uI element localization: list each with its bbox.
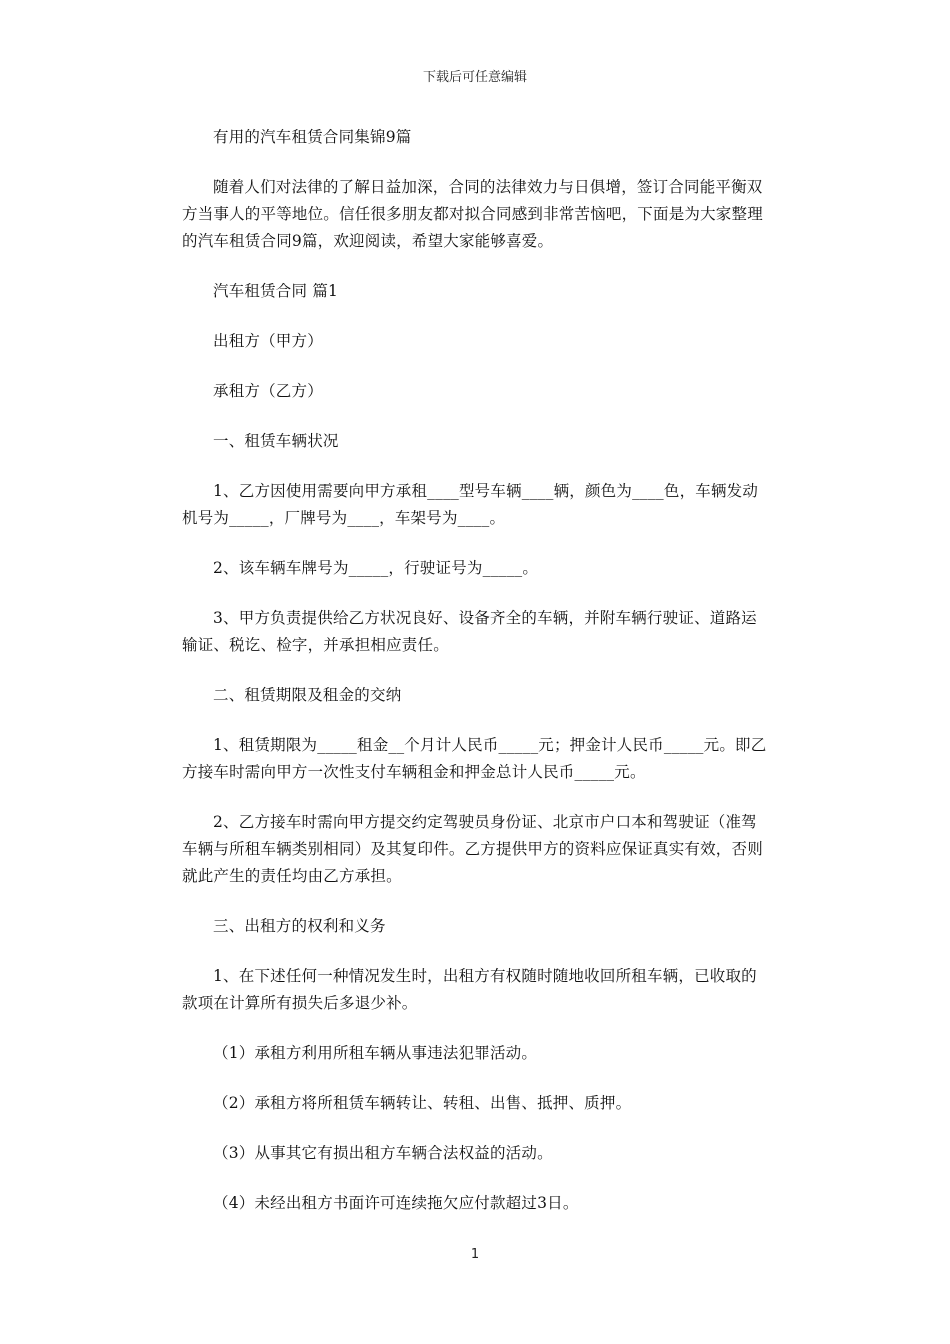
clause-3-1-item-2: （2）承租方将所租赁车辆转让、转租、出售、抵押、质押。 bbox=[213, 1094, 632, 1112]
clause-3-1: 1、在下述任何一种情况发生时，出租方有权随时随地收回所租车辆，已收取的款项在计算所有损失后多退少补。 bbox=[182, 967, 757, 1012]
clause-1-2: 2、该车辆车牌号为_____，行驶证号为_____。 bbox=[213, 559, 539, 577]
clause-1-3: 3、甲方负责提供给乙方状况良好、设备齐全的车辆，并附车辆行驶证、道路运输证、税讫、检字，并承担相应责任。 bbox=[182, 609, 757, 654]
lessee-line: 承租方（乙方） bbox=[213, 382, 323, 400]
clause-3-1-item-1: （1）承租方利用所租车辆从事违法犯罪活动。 bbox=[213, 1044, 538, 1062]
section-heading-1: 一、租赁车辆状况 bbox=[213, 432, 339, 450]
page-number: 1 bbox=[470, 1247, 480, 1262]
document-body bbox=[182, 124, 772, 1240]
lessor-line: 出租方（甲方） bbox=[213, 332, 323, 350]
section-heading-3: 三、出租方的权利和义务 bbox=[213, 917, 386, 935]
document-title: 有用的汽车租赁合同集锦9篇 bbox=[213, 128, 412, 146]
clause-2-1: 1、租赁期限为_____租金__个月计人民币_____元；押金计人民币_____元。即乙方接车时需向甲方一次性支付车辆租金和押金总计人民币_____元。 bbox=[182, 736, 767, 781]
intro-paragraph: 随着人们对法律的了解日益加深，合同的法律效力与日俱增，签订合同能平衡双方当事人的平等地位。信任很多朋友都对拟合同感到非常苦恼吧，下面是为大家整理的汽车租赁合同9篇，欢迎阅读，希望大家能够喜爱。 bbox=[182, 178, 763, 250]
clause-2-2: 2、乙方接车时需向甲方提交约定驾驶员身份证、北京市户口本和驾驶证（准驾车辆与所租车辆类别相同）及其复印件。乙方提供甲方的资料应保证真实有效，否则就此产生的责任均由乙方承担。 bbox=[182, 813, 763, 885]
page-header-note: 下载后可任意编辑 bbox=[422, 70, 527, 85]
clause-3-1-item-4: （4）未经出租方书面许可连续拖欠应付款超过3日。 bbox=[213, 1194, 579, 1212]
section-heading-2: 二、租赁期限及租金的交纳 bbox=[213, 686, 402, 704]
clause-1-1: 1、乙方因使用需要向甲方承租____型号车辆____辆，颜色为____色，车辆发动机号为_____，厂牌号为____，车架号为____。 bbox=[182, 482, 759, 527]
contract-heading: 汽车租赁合同 篇1 bbox=[213, 282, 339, 300]
clause-3-1-item-3: （3）从事其它有损出租方车辆合法权益的活动。 bbox=[213, 1144, 553, 1162]
